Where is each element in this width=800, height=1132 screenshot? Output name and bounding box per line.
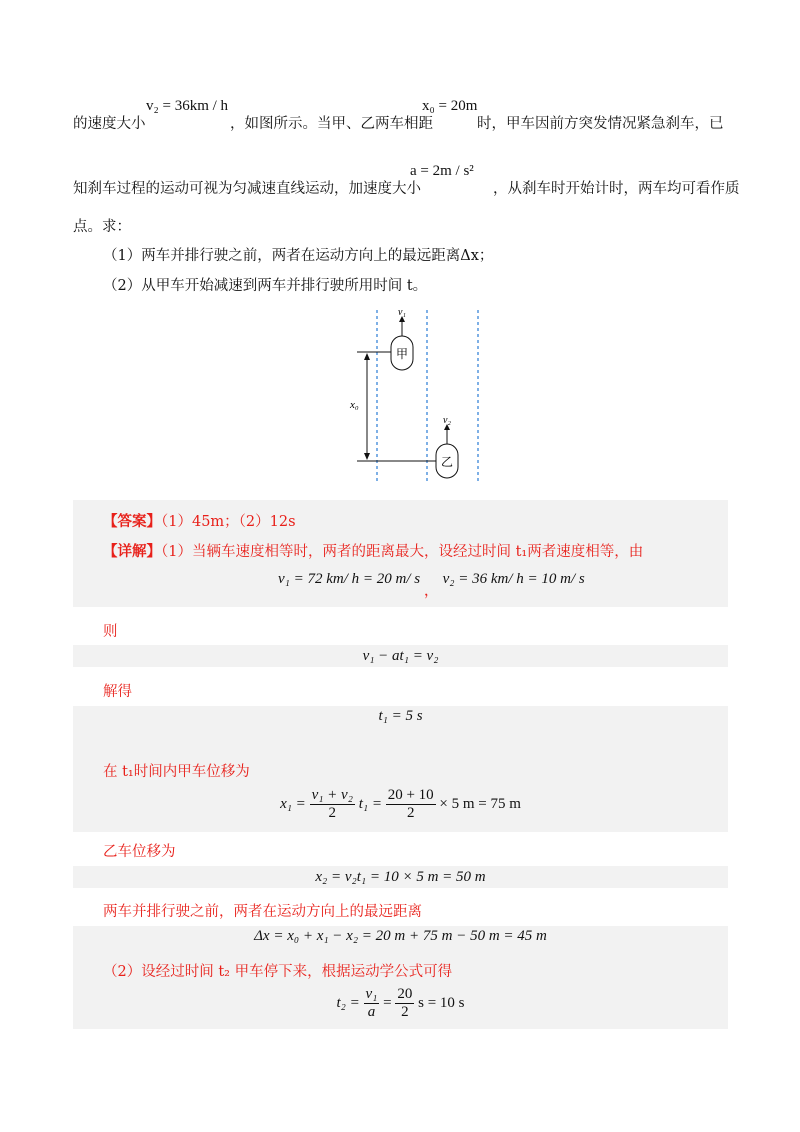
jia-displacement-text: 在 t₁时间内甲车位移为 [103,764,250,780]
answer-line [103,510,296,531]
x0-label: x₀ [350,399,359,411]
yi-displacement-text: 乙车位移为 [103,844,176,860]
eq-x1-mid: t₁ = [358,795,382,812]
car-jia-label: 甲 [395,347,409,361]
eq-then [73,648,728,665]
eq-x1 [73,787,728,822]
eq-t2-mid: = [383,994,392,1011]
eq-dx-text: Δx = x₀ + x₁ − x₂ = 20 m + 75 m − 50 m = 45 m [254,928,547,944]
line2-suffix: ，从刹车时开始计时，两车均可看作质 [493,181,740,197]
eq-t1-text: t₁ = 5 s [378,708,423,724]
eq-t2-f1-num: v₁ [365,986,378,1002]
problem-line-2: 知刹车过程的运动可视为匀减速直线运动，加速度大小 [73,181,421,197]
eq-x1-f2-num: 20 + 10 [387,787,434,803]
max-distance-text: 两车并排行驶之前，两者在运动方向上的最远距离 [103,904,422,920]
eq-t1 [73,708,728,725]
eq-t2-rhs: s = 10 s [418,994,465,1011]
x0-arrow-top [364,353,370,360]
eq-t2-f1-den: a [367,1004,376,1020]
eq-speeds-sep: ， [423,583,439,599]
eq-speeds-a: v₁ = 72 km/ h = 20 m/ s [278,571,421,587]
part2-text: （2）设经过时间 t₂ 甲车停下来，根据运动学公式可得 [103,964,453,980]
line1-prefix: 的速度大小 [73,116,146,132]
detail-intro: （1）当辆车速度相等时，两者的距离最大，设经过时间 t₁两者速度相等，由 [161,544,644,560]
eq-t2-f2-num: 20 [397,986,413,1002]
question-2: （2）从甲车开始减速到两车并排行驶所用时间 t。 [103,278,428,294]
problem-line-1 [73,112,146,133]
cars-figure [345,300,495,490]
x0-equation: x₀ = 20m [422,98,478,114]
v2-equation: v₂ = 36km / h [146,98,229,114]
detail-intro-line [103,540,643,561]
car-yi-label: 乙 [440,455,454,469]
eq-speeds [278,567,585,599]
eq-x1-frac-2 [386,787,436,822]
then-label: 则 [103,624,118,640]
line1-mid: ，如图所示。当甲、乙两车相距 [230,116,433,132]
eq-speeds-b: v₂ = 36 km/ h = 10 m/ s [442,571,585,587]
v1-label: v₁ [398,307,406,318]
eq-t2-f2-den: 2 [401,1004,409,1020]
eq-t2 [73,986,728,1021]
eq-x1-f1-num: v₁ + v₂ [311,787,353,803]
eq-x1-rhs: × 5 m = 75 m [439,795,521,812]
answer-text: （1）45m；（2）12s [161,514,296,530]
eq-t2-lhs: t₂ = [336,994,360,1011]
eq-x1-frac-1 [310,787,355,822]
line1-suffix: 时，甲车因前方突发情况紧急刹车，已 [477,116,724,132]
eq-x2 [73,869,728,886]
x0-arrow-bottom [364,453,370,460]
eq-then-text: v₁ − at₁ = v₂ [362,648,439,664]
answer-tag: 【答案】 [103,513,161,530]
question-1: （1）两车并排行驶之前，两者在运动方向上的最远距离Δx； [103,248,494,264]
eq-dx [73,928,728,945]
eq-x1-f1-den: 2 [328,805,336,821]
solve-label: 解得 [103,684,132,700]
eq-x1-lhs: x₁ = [280,795,306,812]
detail-tag: 【详解】 [103,543,161,560]
problem-line-3: 点。求： [73,219,131,235]
eq-t2-frac-1 [364,986,380,1021]
a-equation: a = 2m / s² [410,163,474,179]
eq-x1-f2-den: 2 [406,805,415,821]
eq-t2-frac-2 [395,986,414,1021]
v2-label: v₂ [443,415,451,426]
eq-x2-text: x₂ = v₂t₁ = 10 × 5 m = 50 m [315,869,486,885]
